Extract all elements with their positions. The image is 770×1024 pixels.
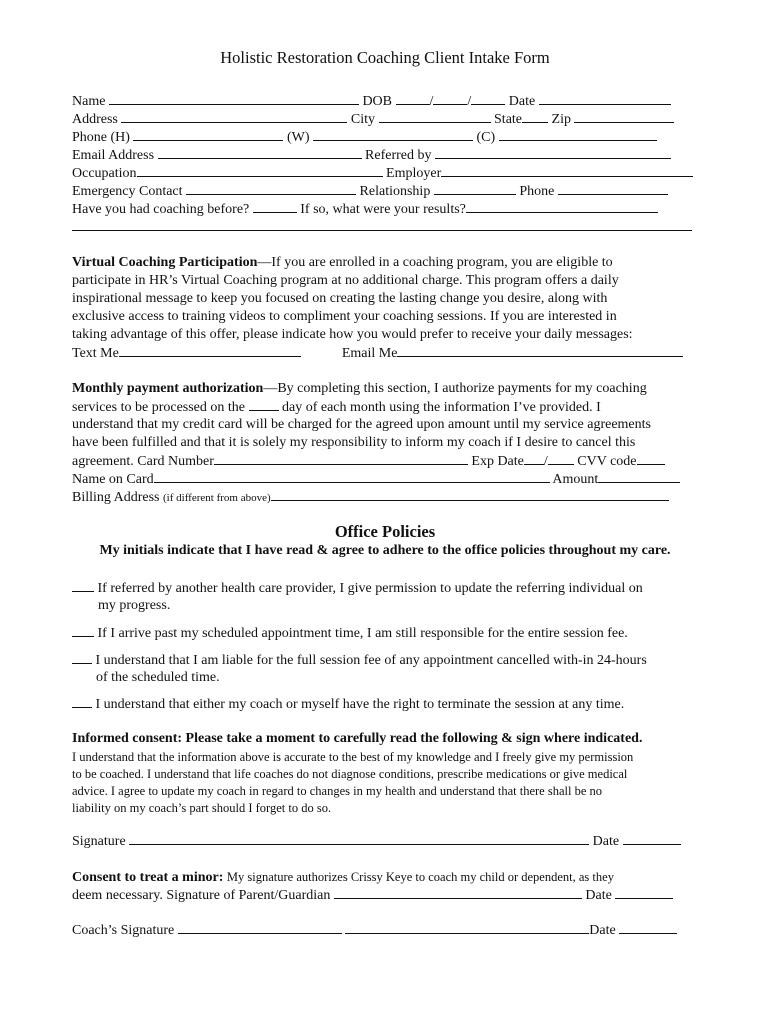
policy-item-3 bbox=[72, 651, 700, 670]
coach-signature-row bbox=[72, 921, 700, 940]
billing-label: Billing Address bbox=[72, 490, 160, 505]
employer-field[interactable] bbox=[441, 164, 693, 177]
coaching-before-label: Have you had coaching before? bbox=[72, 202, 250, 217]
relationship-label: Relationship bbox=[359, 184, 431, 199]
phone-work-label: (W) bbox=[286, 130, 310, 145]
relationship-field[interactable] bbox=[434, 182, 516, 195]
occupation-label: Occupation bbox=[72, 166, 137, 181]
policy-item-4 bbox=[72, 695, 700, 714]
signature-row bbox=[72, 832, 700, 851]
cvv-label: CVV code bbox=[577, 454, 637, 469]
name-field[interactable] bbox=[109, 92, 359, 105]
signature-field[interactable] bbox=[129, 832, 589, 845]
minor-line-2 bbox=[72, 886, 700, 905]
policy-text: If referred by another health care provider, I give permission to update the referring individual on bbox=[97, 581, 643, 596]
results-field-line2[interactable] bbox=[72, 218, 692, 231]
payment-line-3: understand that my credit card will be charged for the agreed upon amount until my service agreements bbox=[72, 417, 651, 432]
virtual-line-1 bbox=[72, 254, 700, 272]
email-field[interactable] bbox=[158, 146, 362, 159]
payment-text: day of each month using the information I’ve provided. I bbox=[282, 400, 601, 415]
name-dob-date-row bbox=[72, 92, 700, 111]
amount-field[interactable] bbox=[598, 470, 680, 483]
card-number-field[interactable] bbox=[214, 452, 468, 465]
consent-line-1: I understand that the information above is accurate to the best of my knowledge and I freely give my permission bbox=[72, 750, 634, 764]
dob-day-field[interactable] bbox=[433, 92, 467, 105]
address-row bbox=[72, 110, 700, 129]
consent-line-4: liability on my coach’s part should I forget to do so. bbox=[72, 801, 332, 815]
policy-text: If I arrive past my scheduled appointment time, I am still responsible for the entire session fee. bbox=[97, 626, 628, 641]
phone-home-label: Phone (H) bbox=[72, 130, 130, 145]
dob-year-field[interactable] bbox=[471, 92, 505, 105]
address-field[interactable] bbox=[121, 110, 347, 123]
exp-date-label: Exp Date bbox=[471, 454, 524, 469]
virtual-line-4: exclusive access to training videos to compliment your coaching sessions. If you are interested in bbox=[72, 309, 617, 324]
payment-line-4: have been fulfilled and that it is solely my responsibility to inform my coach if I desire to cancel this bbox=[72, 435, 636, 450]
coaching-history-row bbox=[72, 200, 700, 219]
occupation-field[interactable] bbox=[137, 164, 383, 177]
payment-heading: Monthly payment authorization bbox=[72, 381, 264, 396]
occupation-row bbox=[72, 164, 700, 183]
city-field[interactable] bbox=[379, 110, 491, 123]
guardian-date-field[interactable] bbox=[615, 886, 673, 899]
coach-date-label: Date bbox=[589, 923, 616, 938]
name-on-card-field[interactable] bbox=[154, 470, 550, 483]
state-label: State bbox=[494, 112, 523, 127]
policy-initials-field[interactable] bbox=[72, 651, 92, 664]
virtual-line-5: taking advantage of this offer, please indicate how you would prefer to receive your daily messages: bbox=[72, 327, 633, 342]
coaching-before-field[interactable] bbox=[253, 200, 297, 213]
guardian-date-label: Date bbox=[585, 888, 612, 903]
phone-cell-field[interactable] bbox=[499, 128, 657, 141]
payment-line-1 bbox=[72, 380, 700, 398]
office-policies-subheading: My initials indicate that I have read & agree to adhere to the office policies throughout my care. bbox=[99, 543, 671, 558]
consent-line-3: advice. I agree to update my coach in regard to changes in my health and understand that there shall be no bbox=[72, 784, 603, 798]
emergency-phone-field[interactable] bbox=[558, 182, 668, 195]
referred-field[interactable] bbox=[435, 146, 671, 159]
dob-label: DOB bbox=[362, 94, 392, 109]
policy-text: I understand that I am liable for the full session fee of any appointment cancelled with-in 24-hours bbox=[95, 653, 647, 668]
city-label: City bbox=[350, 112, 376, 127]
guardian-signature-label: deem necessary. Signature of Parent/Guardian bbox=[72, 888, 331, 903]
billing-field[interactable] bbox=[271, 488, 669, 501]
office-policies-heading: Office Policies bbox=[334, 522, 436, 541]
emergency-field[interactable] bbox=[186, 182, 356, 195]
card-number-label: agreement. Card Number bbox=[72, 454, 214, 469]
text-me-label: Text Me bbox=[72, 346, 119, 361]
date-label: Date bbox=[508, 94, 536, 109]
address-label: Address bbox=[72, 112, 118, 127]
exp-separator: / bbox=[543, 454, 548, 469]
payment-text: —By completing this section, I authorize payments for my coaching bbox=[263, 381, 647, 396]
date-field[interactable] bbox=[539, 92, 671, 105]
billing-row bbox=[72, 488, 700, 507]
results-field[interactable] bbox=[466, 200, 658, 213]
virtual-line-3: inspirational message to keep you focused on creating the lasting change you desire, along with bbox=[72, 291, 608, 306]
payment-day-field[interactable] bbox=[249, 398, 279, 411]
signature-date-label: Date bbox=[592, 834, 620, 849]
policy-text: I understand that either my coach or myself have the right to terminate the session at any time. bbox=[95, 697, 625, 712]
exp-year-field[interactable] bbox=[548, 452, 574, 465]
name-label: Name bbox=[72, 94, 106, 109]
card-row bbox=[72, 452, 700, 471]
virtual-heading: Virtual Coaching Participation bbox=[72, 255, 258, 270]
coach-signature-field[interactable] bbox=[178, 921, 342, 934]
signature-date-field[interactable] bbox=[623, 832, 681, 845]
policy-initials-field[interactable] bbox=[72, 695, 92, 708]
policy-item-1-cont: my progress. bbox=[98, 598, 171, 613]
emergency-label: Emergency Contact bbox=[72, 184, 183, 199]
coach-signature-label: Coach’s Signature bbox=[72, 923, 175, 938]
cvv-field[interactable] bbox=[637, 452, 665, 465]
phone-work-field[interactable] bbox=[313, 128, 473, 141]
phone-row bbox=[72, 128, 700, 147]
payment-line-2 bbox=[72, 398, 700, 417]
consent-line-2: to be coached. I understand that life coaches do not diagnose conditions, prescribe medications or give medical bbox=[72, 767, 628, 781]
policy-item-1 bbox=[72, 579, 700, 598]
dob-separator: / bbox=[467, 94, 472, 109]
email-row bbox=[72, 146, 700, 165]
zip-label: Zip bbox=[551, 112, 571, 127]
consent-heading: Informed consent: Please take a moment to carefully read the following & sign where indicated. bbox=[72, 731, 643, 746]
minor-heading: Consent to treat a minor: bbox=[72, 870, 224, 885]
form-title: Holistic Restoration Coaching Client Intake Form bbox=[220, 48, 550, 67]
name-on-card-row bbox=[72, 470, 700, 489]
results-label: If so, what were your results? bbox=[300, 202, 466, 217]
state-field[interactable] bbox=[522, 110, 548, 123]
minor-line-1 bbox=[72, 868, 700, 887]
text-me-field[interactable] bbox=[119, 344, 301, 357]
email-me-field[interactable] bbox=[397, 344, 683, 357]
exp-month-field[interactable] bbox=[524, 452, 544, 465]
email-me-label: Email Me bbox=[341, 346, 398, 361]
policy-initials-field[interactable] bbox=[72, 624, 94, 637]
coach-date-field[interactable] bbox=[619, 921, 677, 934]
phone-home-field[interactable] bbox=[133, 128, 283, 141]
zip-field[interactable] bbox=[574, 110, 674, 123]
coach-signature-field-2[interactable] bbox=[345, 921, 589, 934]
minor-text: My signature authorizes Crissy Keye to coach my child or dependent, as they bbox=[226, 870, 614, 884]
phone-label: Phone bbox=[519, 184, 555, 199]
virtual-options-row bbox=[72, 344, 700, 363]
dob-month-field[interactable] bbox=[396, 92, 430, 105]
payment-text: services to be processed on the bbox=[72, 400, 245, 415]
guardian-signature-field[interactable] bbox=[334, 886, 582, 899]
virtual-line-2: participate in HR’s Virtual Coaching program at no additional charge. This program offers a daily bbox=[72, 273, 619, 288]
employer-label: Employer bbox=[386, 166, 442, 181]
signature-label: Signature bbox=[72, 834, 126, 849]
email-label: Email Address bbox=[72, 148, 155, 163]
name-on-card-label: Name on Card bbox=[72, 472, 154, 487]
phone-cell-label: (C) bbox=[476, 130, 496, 145]
billing-note: (if different from above) bbox=[163, 492, 271, 504]
dob-separator: / bbox=[429, 94, 434, 109]
virtual-text: —If you are enrolled in a coaching program, you are eligible to bbox=[257, 255, 613, 270]
amount-label: Amount bbox=[552, 472, 599, 487]
policy-item-2 bbox=[72, 624, 700, 643]
emergency-row bbox=[72, 182, 700, 201]
policy-item-3-cont: of the scheduled time. bbox=[96, 670, 220, 685]
policy-initials-field[interactable] bbox=[72, 579, 94, 592]
results-continued-row bbox=[72, 218, 700, 237]
referred-label: Referred by bbox=[365, 148, 432, 163]
